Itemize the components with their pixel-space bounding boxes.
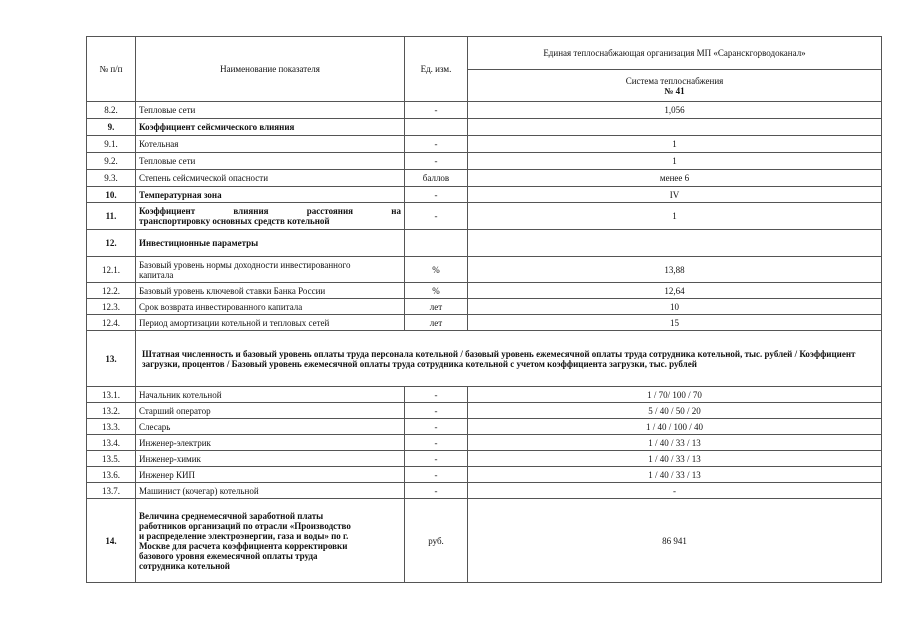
table-row: 13.1. Начальник котельной - 1 / 70/ 100 / 70: [87, 387, 882, 403]
header-name: Наименование показателя: [136, 37, 405, 102]
header-row: [87, 37, 882, 70]
table-row: 11. Коэффициент влияния расстояния на транспортировку основных средств котельной - 1: [87, 203, 882, 230]
table-row: 13.7. Машинист (кочегар) котельной - -: [87, 483, 882, 499]
header-num: № п/п: [87, 37, 136, 102]
header-unit: Ед. изм.: [405, 37, 468, 102]
header-system-line1: Система теплоснабжения: [625, 75, 724, 86]
table-row: 12. Инвестиционные параметры: [87, 230, 882, 257]
table-row: 9.3. Степень сейсмической опасности баллов менее 6: [87, 170, 882, 187]
table-row: 14. Величина среднемесячной заработной платы работников организаций по отрасли «Производство и распределение электроэнергии, газа и воды» по г. Москве для расчета коэффициента корректировки базового уровня ежемесячной оплаты труда сотрудника котельной руб. 86 941: [87, 499, 882, 583]
table-row: 13.6. Инженер КИП - 1 / 40 / 33 / 13: [87, 467, 882, 483]
table-row: 12.1. Базовый уровень нормы доходности инвестированного капитала % 13,88: [87, 257, 882, 283]
table-row: 9.1. Котельная - 1: [87, 136, 882, 153]
header-system: [468, 70, 882, 102]
table-row: 9. Коэффициент сейсмического влияния: [87, 119, 882, 136]
header-org: Единая теплоснабжающая организация МП «Саранскгорводоканал»: [468, 37, 882, 70]
table-row: 13.4. Инженер-электрик - 1 / 40 / 33 / 13: [87, 435, 882, 451]
table-row: 13.5. Инженер-химик - 1 / 40 / 33 / 13: [87, 451, 882, 467]
table-row: 12.2. Базовый уровень ключевой ставки Банка России % 12,64: [87, 283, 882, 299]
table-row: 9.2. Тепловые сети - 1: [87, 153, 882, 170]
table-row: 8.2. Тепловые сети - 1,056: [87, 102, 882, 119]
table-row: 12.4. Период амортизации котельной и тепловых сетей лет 15: [87, 315, 882, 331]
table-row: 10. Температурная зона - IV: [87, 187, 882, 203]
table-row: 13. Штатная численность и базовый уровень оплаты труда персонала котельной / базовый уровень ежемесячной оплаты труда сотрудника котельной, тыс. рублей / Коэффициент загрузки, процентов / Базовый уровень ежемесячной оплаты труда сотрудника котельной с учетом коэффициента загрузки, тыс. рублей: [87, 331, 882, 387]
table-row: 13.3. Слесарь - 1 / 40 / 100 / 40: [87, 419, 882, 435]
table-row: 12.3. Срок возврата инвестированного капитала лет 10: [87, 299, 882, 315]
table-row: 13.2. Старший оператор - 5 / 40 / 50 / 20: [87, 403, 882, 419]
indicators-table: [86, 36, 882, 583]
header-system-number: № 41: [664, 85, 685, 96]
